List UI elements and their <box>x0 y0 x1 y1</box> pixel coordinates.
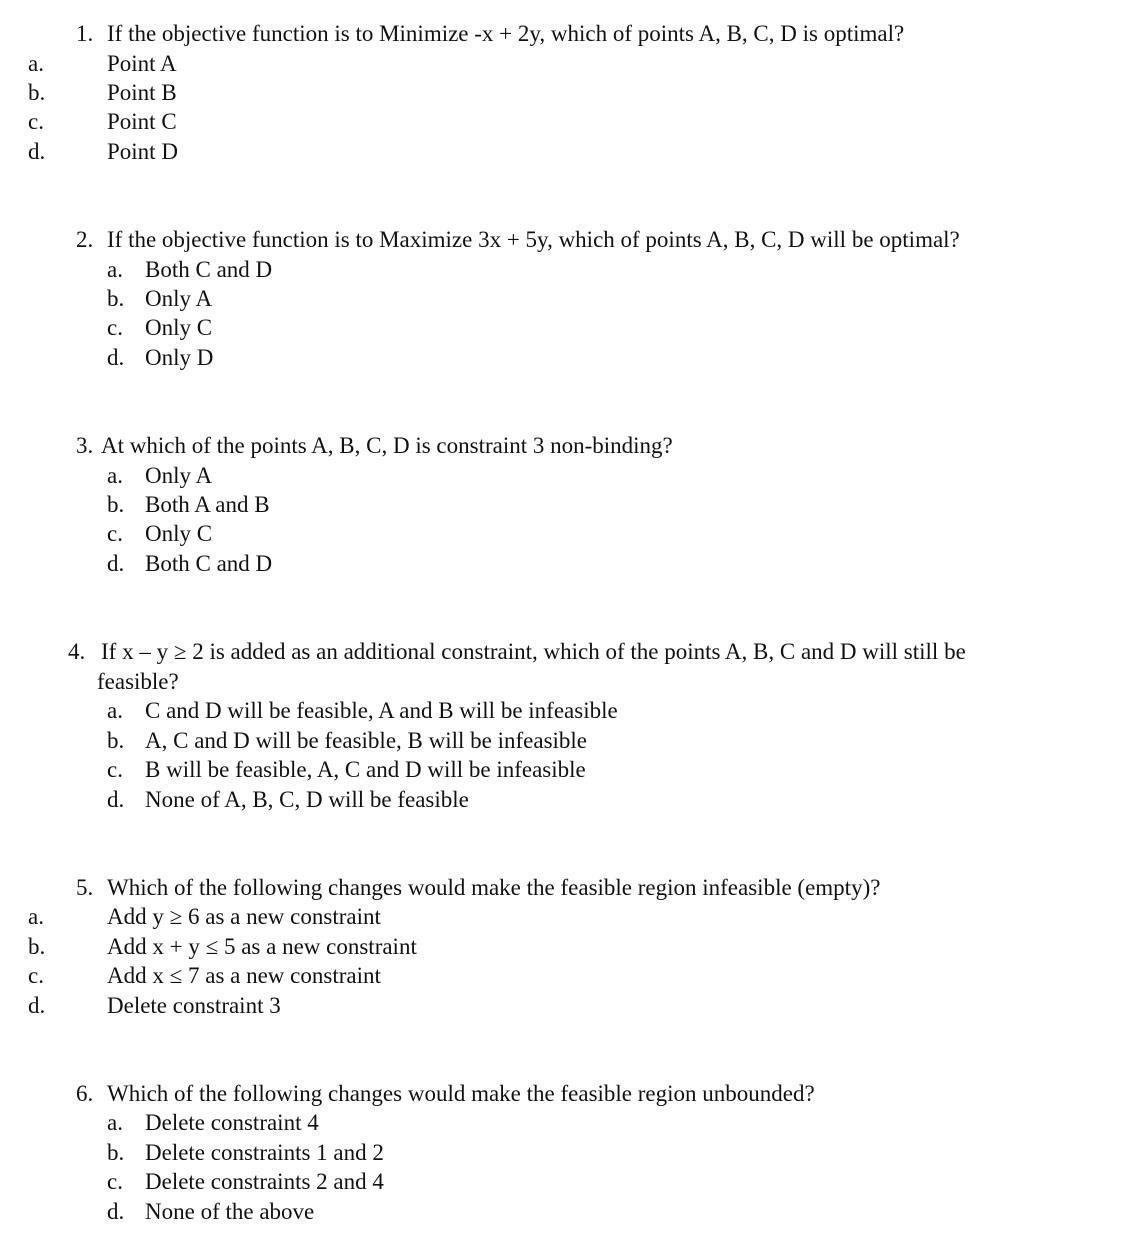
option-letter: d. <box>107 1199 125 1224</box>
question-text: If x – y ≥ 2 is added as an additional constraint, which of the points A, B, C and D will still be <box>101 639 966 664</box>
option-text: Only D <box>145 345 214 370</box>
option-text: Both C and D <box>145 551 273 576</box>
option-text: Add y ≥ 6 as a new constraint <box>107 904 381 929</box>
question-number: 1. <box>76 21 94 46</box>
option-letter: c. <box>107 521 123 546</box>
option-text: Delete constraints 2 and 4 <box>145 1169 384 1194</box>
option-text: A, C and D will be feasible, B will be infeasible <box>145 728 588 753</box>
option-text: Only C <box>145 521 213 546</box>
option-text: B will be feasible, A, C and D will be infeasible <box>145 757 586 782</box>
option-text: Point A <box>107 51 177 76</box>
option-letter: b. <box>28 80 46 105</box>
option-text: Point B <box>107 80 177 105</box>
option-text: Add x ≤ 7 as a new constraint <box>107 963 381 988</box>
option-text: Both A and B <box>145 492 270 517</box>
option-letter: c. <box>107 315 123 340</box>
option-letter: a. <box>28 904 44 929</box>
option-text: Delete constraints 1 and 2 <box>145 1140 384 1165</box>
option-text: Delete constraint 3 <box>107 993 281 1018</box>
option-letter: c. <box>107 1169 123 1194</box>
option-text: Point C <box>107 109 177 134</box>
option-letter: d. <box>28 139 46 164</box>
option-text: None of the above <box>145 1199 315 1224</box>
option-letter: c. <box>28 109 44 134</box>
option-text: C and D will be feasible, A and B will be infeasible <box>145 698 618 723</box>
question-number: 5. <box>76 875 94 900</box>
option-letter: a. <box>107 1110 123 1135</box>
option-text: None of A, B, C, D will be feasible <box>145 787 469 812</box>
option-letter: a. <box>107 463 123 488</box>
option-letter: b. <box>107 492 125 517</box>
option-letter: c. <box>107 757 123 782</box>
option-text: Only A <box>145 286 213 311</box>
option-text: Delete constraint 4 <box>145 1110 319 1135</box>
question-number: 4. <box>68 639 86 664</box>
question-number: 6. <box>76 1081 94 1106</box>
option-letter: a. <box>107 698 123 723</box>
option-letter: d. <box>107 787 125 812</box>
option-letter: b. <box>107 286 125 311</box>
option-letter: b. <box>107 1140 125 1165</box>
question-number: 3. <box>76 433 94 458</box>
question-text: Which of the following changes would make the feasible region infeasible (empty)? <box>107 875 881 900</box>
option-letter: c. <box>28 963 44 988</box>
option-text: Point D <box>107 139 178 164</box>
option-letter: b. <box>107 728 125 753</box>
question-text: At which of the points A, B, C, D is constraint 3 non-binding? <box>101 433 673 458</box>
option-letter: d. <box>28 993 46 1018</box>
option-letter: a. <box>28 51 44 76</box>
question-text: If the objective function is to Maximize 3x + 5y, which of points A, B, C, D will be optimal? <box>107 227 960 252</box>
option-text: Add x + y ≤ 5 as a new constraint <box>107 934 417 959</box>
question-text: If the objective function is to Minimize -x + 2y, which of points A, B, C, D is optimal? <box>107 21 905 46</box>
option-letter: a. <box>107 257 123 282</box>
option-text: Both C and D <box>145 257 273 282</box>
question-number: 2. <box>76 227 94 252</box>
option-text: Only A <box>145 463 213 488</box>
option-text: Only C <box>145 315 213 340</box>
option-letter: b. <box>28 934 46 959</box>
option-letter: d. <box>107 551 125 576</box>
question-text: Which of the following changes would make the feasible region unbounded? <box>107 1081 815 1106</box>
question-text-continued: feasible? <box>97 669 179 694</box>
option-letter: d. <box>107 345 125 370</box>
